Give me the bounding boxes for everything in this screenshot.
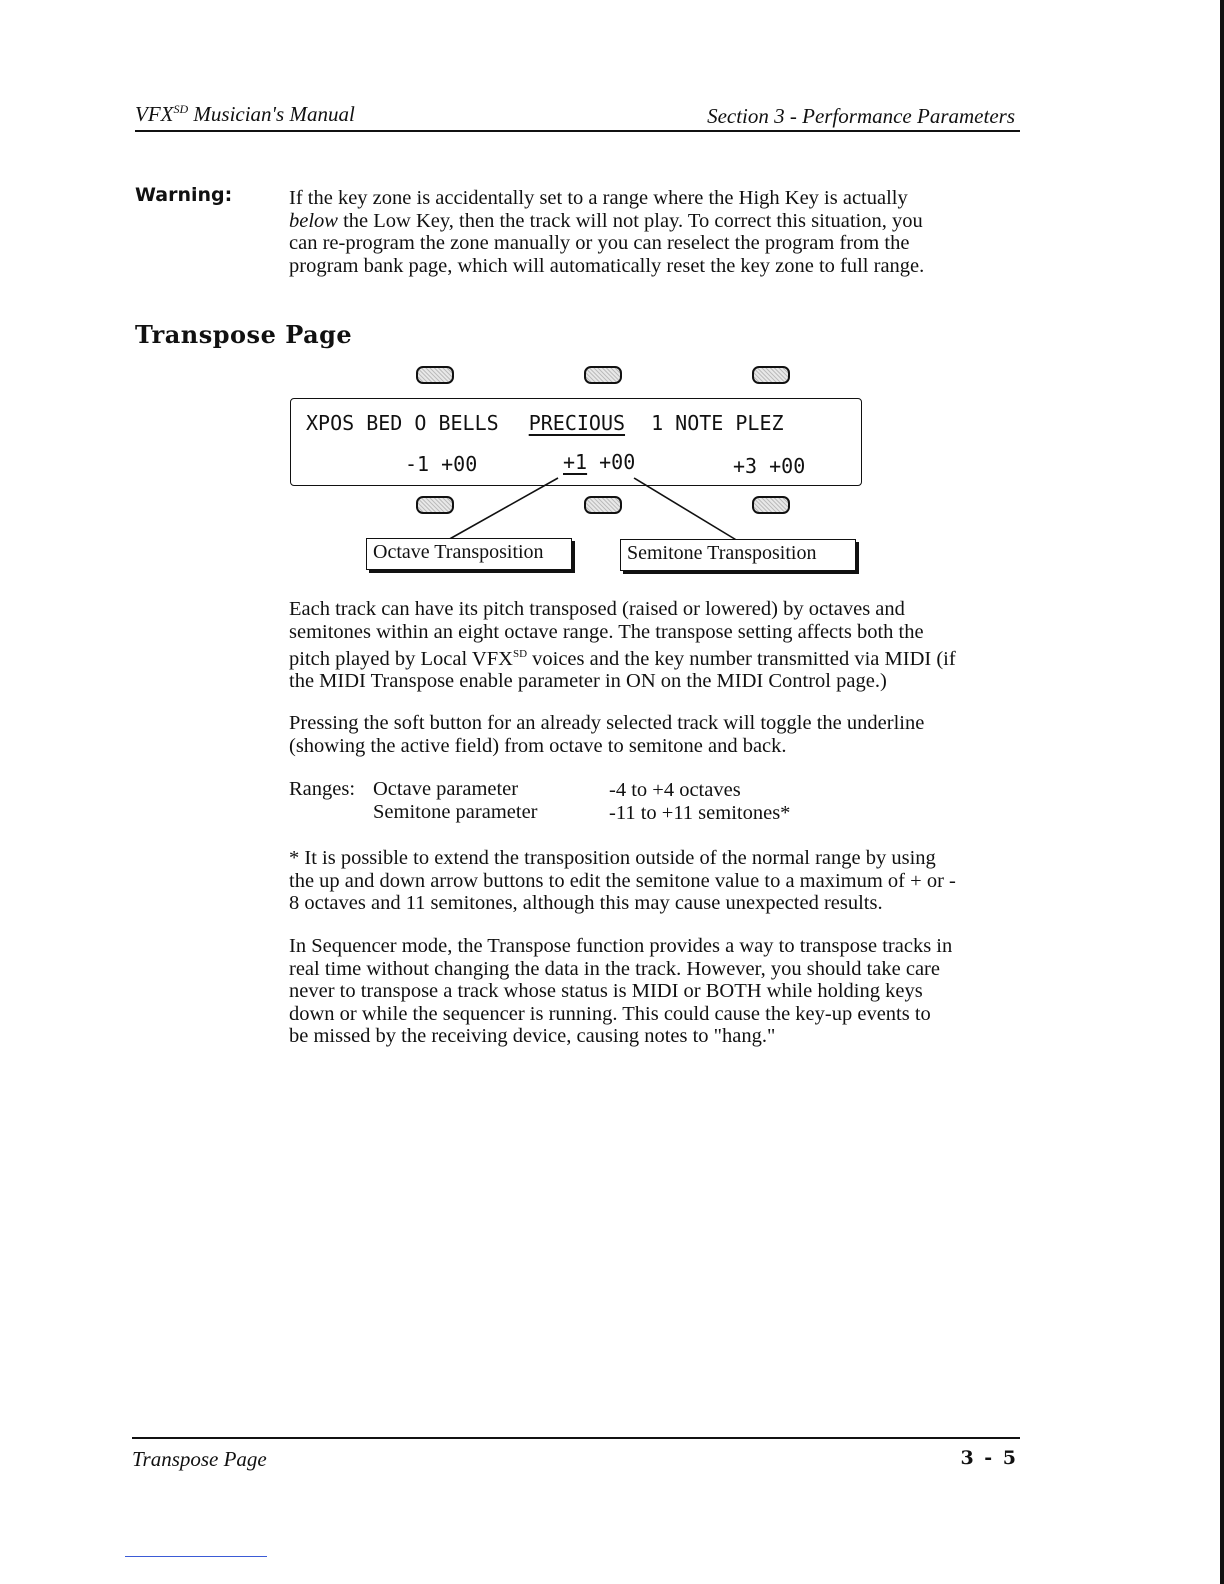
semitone-transposition-callout: Semitone Transposition [620, 539, 856, 571]
text-line: 8 octaves and 11 semitones, although this may cause unexpected results. [289, 892, 883, 914]
text-line: never to transpose a track whose status is MIDI or BOTH while holding keys [289, 980, 923, 1002]
paragraph-soft-button [289, 712, 1019, 757]
range-octave-name: Octave parameter [373, 778, 519, 800]
text-line: (showing the active field) from octave to semitone and back. [289, 734, 787, 757]
text-span: voices and the key number transmitted via MIDI (if [527, 647, 956, 670]
footer-page-title: Transpose Page [132, 1447, 267, 1471]
octave-transposition-callout: Octave Transposition [366, 538, 572, 570]
ranges-label: Ranges: [289, 778, 356, 800]
text-line: Pressing the soft button for an already selected track will toggle the underline [289, 712, 925, 734]
text-line [289, 643, 1019, 670]
text-line: * It is possible to extend the transposition outside of the normal range by using [289, 847, 936, 869]
text-line: Each track can have its pitch transposed (raised or lowered) by octaves and [289, 598, 905, 620]
footer-page-number: 3 - 5 [960, 1447, 1018, 1469]
text-line: be missed by the receiving device, causing notes to "hang." [289, 1025, 776, 1047]
paragraph-footnote [289, 847, 1019, 915]
header-manual-name: Musician's Manual [188, 102, 355, 126]
lcd-track-1-name: XPOS BED O BELLS [306, 411, 511, 435]
lcd-track-3-name: 1 NOTE PLEZ [639, 411, 784, 435]
header-superscript: SD [173, 102, 189, 116]
warning-line: program bank page, which will automatically reset the key zone to full range. [289, 254, 925, 277]
header-brand: VFX [135, 102, 174, 126]
callout-pointers [0, 0, 1224, 600]
range-semitone-value: -11 to +11 semitones* [609, 802, 791, 824]
octave-pointer-line [446, 478, 558, 541]
header-section: Section 3 - Performance Parameters [707, 104, 1015, 128]
range-semitone-name: Semitone parameter [373, 801, 538, 823]
text-line: In Sequencer mode, the Transpose function provides a way to transpose tracks in [289, 935, 953, 957]
page-edge-bar [1220, 0, 1224, 1584]
lcd-value-1: -1 +00 [405, 452, 478, 476]
lcd-track-2-name: PRECIOUS [528, 411, 626, 435]
text-line: the MIDI Transpose enable parameter in ON on the MIDI Control page.) [289, 670, 887, 693]
lcd-value-3: +3 +00 [733, 454, 806, 478]
text-span: pitch played by Local VFX [289, 647, 513, 670]
warning-line-rest: the Low Key, then the track will not play. To correct this situation, you [337, 209, 923, 232]
paragraph-sequencer-mode [289, 935, 1019, 1048]
semitone-pointer-line [634, 478, 738, 541]
text-superscript: SD [512, 648, 528, 660]
warning-line: can re-program the zone manually or you can reselect the program from the [289, 232, 910, 254]
footer-rule [132, 1437, 1020, 1439]
text-line: down or while the sequencer is running. This could cause the key-up events to [289, 1002, 931, 1025]
warning-label: Warning: [135, 184, 233, 206]
section-title: Transpose Page [135, 320, 353, 349]
text-line: real time without changing the data in the track. However, you should take care [289, 957, 940, 980]
warning-italic: below [289, 209, 338, 232]
scan-artifact-line [125, 1556, 267, 1557]
warning-line: If the key zone is accidentally set to a range where the High Key is actually [289, 187, 908, 209]
text-line: semitones within an eight octave range. The transpose setting affects both the [289, 620, 924, 643]
lcd-octave-field: +1 [563, 450, 588, 474]
text-line: the up and down arrow buttons to edit the semitone value to a maximum of + or - [289, 869, 956, 892]
lcd-semitone-field: +00 [587, 450, 636, 474]
paragraph-transpose-intro [289, 598, 1019, 693]
range-octave-value: -4 to +4 octaves [609, 779, 741, 801]
